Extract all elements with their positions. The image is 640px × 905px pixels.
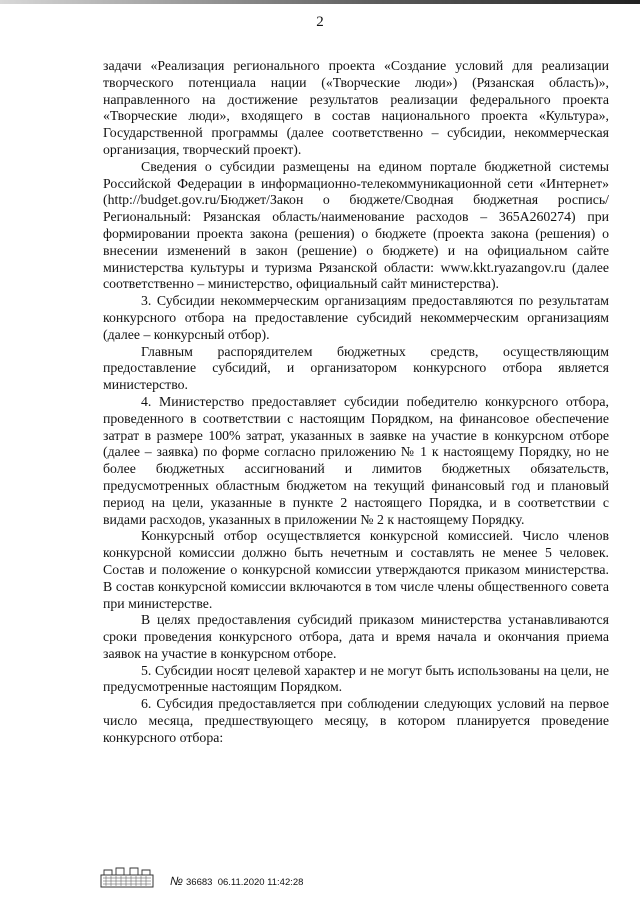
- paragraph-subsidy-info: Сведения о субсидии размещены на едином портале бюджетной системы Российской Федерации в информационно-телекоммуникационной сети «Интернет» (http://budget.gov.ru/Бюджет/Закон о бюджете/Сводная бюджетная роспись/Региональный: Рязанская область/наименование расходов – 365А260274) при формировании проекта закона (решения) о бюджете (проекта закона (решения) о внесении изменений в закон (решение) о бюджете) и на официальном сайте министерства культуры и туризма Рязанской области: www.kkt.ryazangov.ru (далее соответственно – министерство, официальный сайт министерства).: [103, 158, 609, 292]
- paragraph-item-4: 4. Министерство предоставляет субсидии победителю конкурсного отбора, проведенного в соответствии с настоящим Порядком, на финансовое обеспечение затрат в размере 100% затрат, указанных в заявке на участие в конкурсном отборе (далее – заявка) по форме согласно приложению № 1 к настоящему Порядку, но не более бюджетных ассигнований и лимитов бюджетных обязательств, предусмотренных областным бюджетом на текущий финансовый год и плановый период на цели, указанные в пункте 2 настоящего Порядка, и в соответствии с видами расходов, указанных в приложении № 2 к настоящему Порядку.: [103, 393, 609, 527]
- number-sign-icon: №: [170, 874, 183, 888]
- paragraph-continuation: задачи «Реализация регионального проекта «Создание условий для реализации творческого потенциала нации («Творческие люди») (Рязанская область)», направленного на достижение результатов реализации федерального проекта «Творческие люди», входящего в состав национального проекта «Культура», Государственной программы (далее соответственно – субсидии, некоммерческая организация, творческий проект).: [103, 58, 609, 157]
- paragraph-commission: Конкурсный отбор осуществляется конкурсной комиссией. Число членов конкурсной комиссии должно быть нечетным и составлять не менее 5 человек. Состав и положение о конкурсной комиссии утверждаются приказом министерства. В состав конкурсной комиссии включаются в том числе члены общественного совета при министерстве.: [103, 528, 609, 611]
- page-number: 2: [316, 14, 324, 30]
- registry-stamp-icon: [100, 866, 154, 890]
- document-registration: [170, 874, 303, 888]
- registration-timestamp: 06.11.2020 11:42:28: [217, 877, 304, 888]
- paragraph-main-administrator: Главным распорядителем бюджетных средств, осуществляющим предоставление субсидий, и организатором конкурсного отбора является министерство.: [103, 343, 609, 393]
- scan-top-edge: [0, 0, 640, 4]
- paragraph-deadlines: В целях предоставления субсидий приказом министерства устанавливаются сроки проведения конкурсного отбора, дата и время начала и окончания приема заявок на участие в конкурсном отборе.: [103, 612, 609, 661]
- paragraph-item-3: 3. Субсидии некоммерческим организациям предоставляются по результатам конкурсного отбора на предоставление субсидий некоммерческим организациям (далее – конкурсный отбор).: [103, 293, 609, 342]
- paragraph-item-5: 5. Субсидии носят целевой характер и не могут быть использованы на цели, не предусмотренные настоящим Порядком.: [103, 662, 609, 695]
- paragraph-item-6: 6. Субсидия предоставляется при соблюдении следующих условий на первое число месяца, предшествующего месяцу, в котором планируется проведение конкурсного отбора:: [103, 696, 609, 745]
- document-body: [103, 58, 609, 747]
- document-footer: [100, 866, 420, 894]
- registration-number: 36683: [186, 877, 213, 888]
